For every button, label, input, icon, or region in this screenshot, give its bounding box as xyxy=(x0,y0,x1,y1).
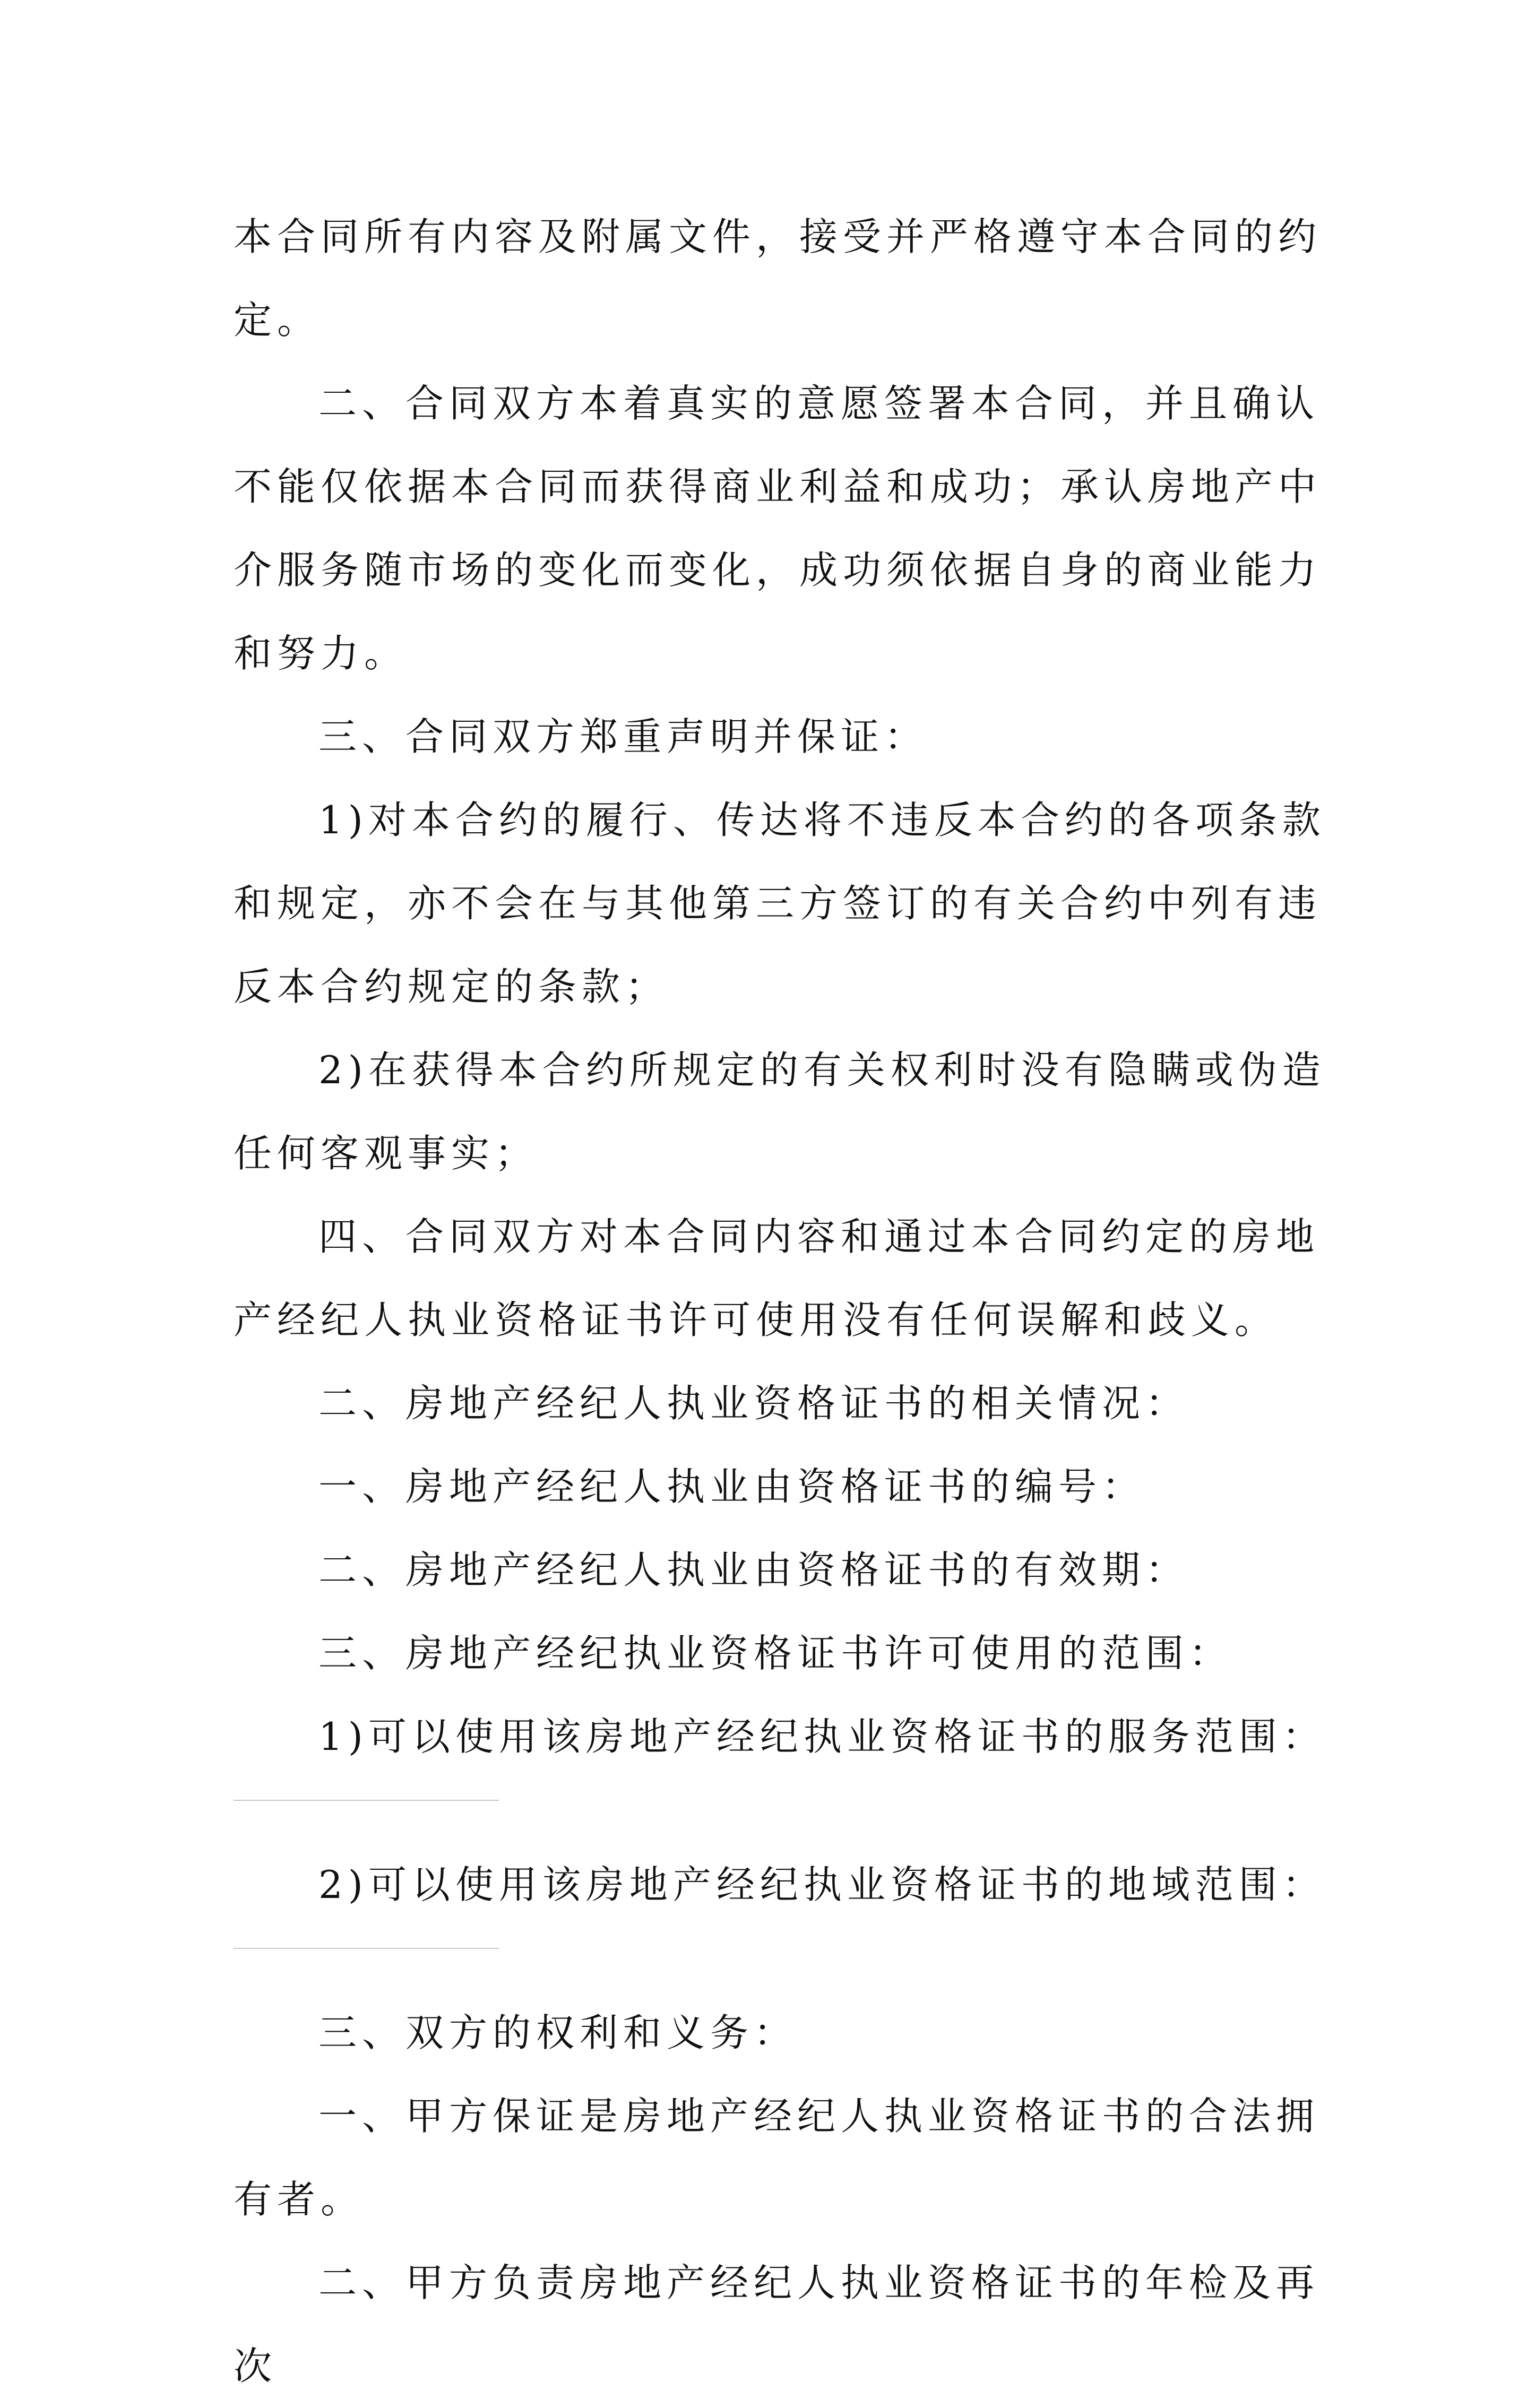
paragraph-12: 2)可以使用该房地产经纪执业资格证书的地域范围： xyxy=(318,1862,1326,1907)
paragraph-15: 二、甲方负责房地产经纪人执业资格证书的年检及再次 xyxy=(234,2260,1320,2388)
paragraph-14: 一、甲方保证是房地产经纪人执业资格证书的合法拥有者。 xyxy=(234,2094,1320,2222)
paragraph-8: 一、房地产经纪人执业由资格证书的编号： xyxy=(318,1464,1146,1509)
paragraph-6: 四、合同双方对本合同内容和通过本合同约定的房地产经纪人执业资格证书许可使用没有任何误解和歧义。 xyxy=(234,1214,1320,1342)
blank-fill-line-region-scope xyxy=(234,1948,499,1949)
paragraph-10: 三、房地产经纪执业资格证书许可使用的范围： xyxy=(318,1631,1233,1676)
blank-fill-line-service-scope xyxy=(234,1800,499,1801)
contract-body xyxy=(234,195,1332,2408)
paragraph-5: 2)在获得本合约所规定的有关权利时没有隐瞒或伪造任何客观事实； xyxy=(234,1048,1326,1176)
paragraph-4: 1)对本合约的履行、传达将不违反本合约的各项条款和规定，亦不会在与其他第三方签订的有关合约中列有违反本合约规定的条款； xyxy=(234,798,1326,1009)
paragraph-3: 三、合同双方郑重声明并保证： xyxy=(318,714,928,759)
paragraph-13: 三、双方的权利和义务： xyxy=(318,2010,798,2055)
paragraph-2: 二、合同双方本着真实的意愿签署本合同，并且确认不能仅依据本合同而获得商业利益和成功；承认房地产中介服务随市场的变化而变化，成功须依据自身的商业能力和努力。 xyxy=(234,381,1322,676)
paragraph-1: 本合同所有内容及附属文件，接受并严格遵守本合同的约定。 xyxy=(234,214,1322,342)
paragraph-9: 二、房地产经纪人执业由资格证书的有效期： xyxy=(318,1548,1189,1592)
paragraph-11: 1)可以使用该房地产经纪执业资格证书的服务范围： xyxy=(318,1714,1326,1759)
paragraph-7: 二、房地产经纪人执业资格证书的相关情况： xyxy=(318,1381,1189,1426)
